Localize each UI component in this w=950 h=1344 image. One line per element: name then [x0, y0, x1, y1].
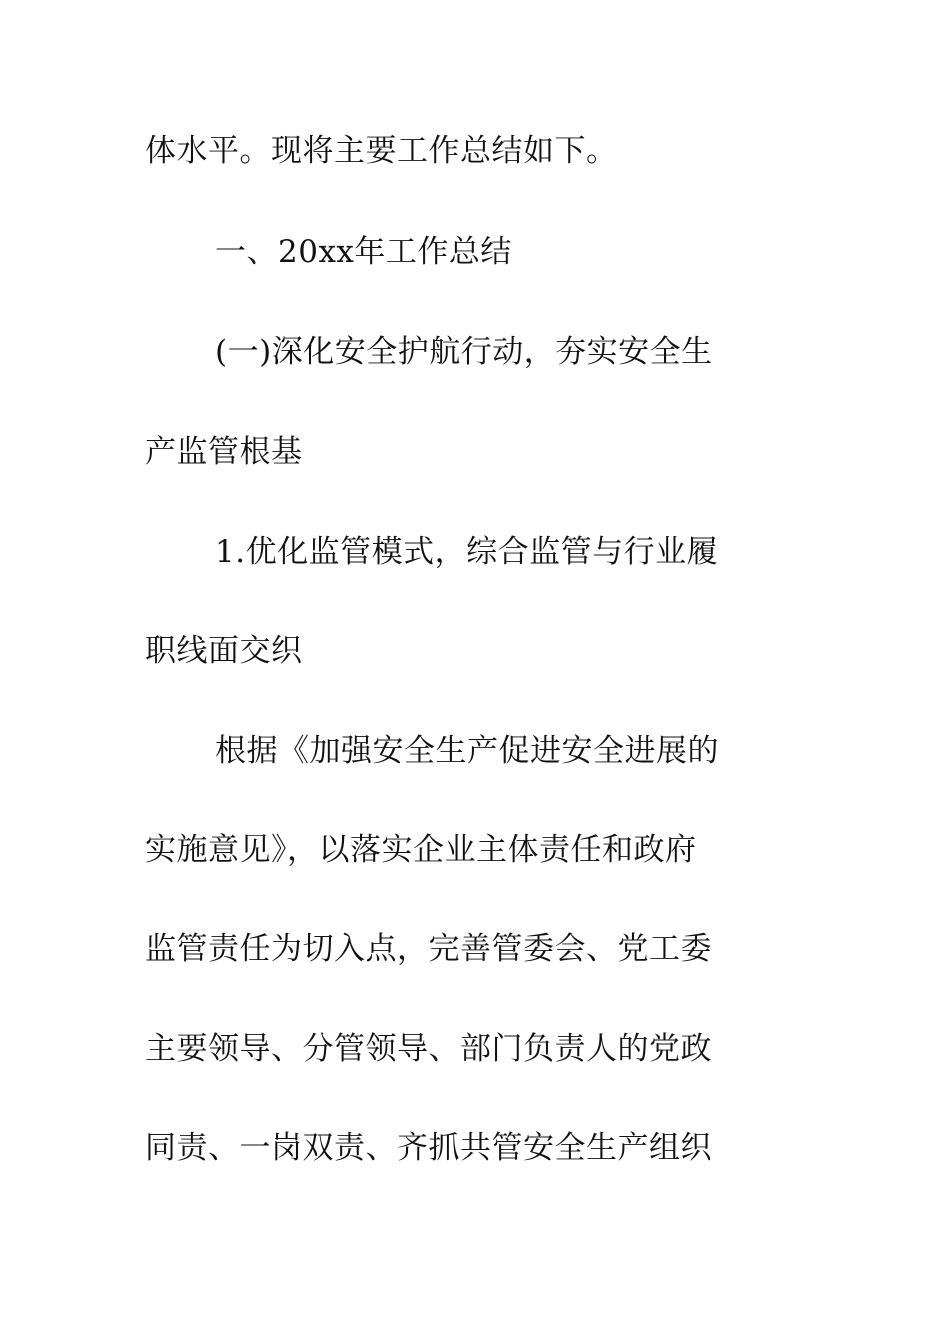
paragraph-line: 实施意见》，以落实企业主体责任和政府: [145, 832, 697, 868]
subsection-heading-continued: 产监管根基: [145, 434, 303, 470]
item-heading-continued: 职线面交织: [145, 633, 303, 669]
item-heading: 1.优化监管模式，综合监管与行业履: [215, 534, 719, 570]
subsection-heading: (一)深化安全护航行动，夯实安全生: [215, 334, 713, 370]
paragraph-line: 根据《加强安全生产促进安全进展的: [215, 733, 719, 769]
paragraph-line: 主要领导、分管领导、部门负责人的党政: [145, 1031, 712, 1067]
paragraph-line: 同责、一岗双责、齐抓共管安全生产组织: [145, 1130, 712, 1166]
section-heading: 一、20xx年工作总结: [215, 234, 512, 270]
paragraph-line: 体水平。现将主要工作总结如下。: [145, 133, 618, 169]
paragraph-line: 监管责任为切入点，完善管委会、党工委: [145, 931, 712, 967]
